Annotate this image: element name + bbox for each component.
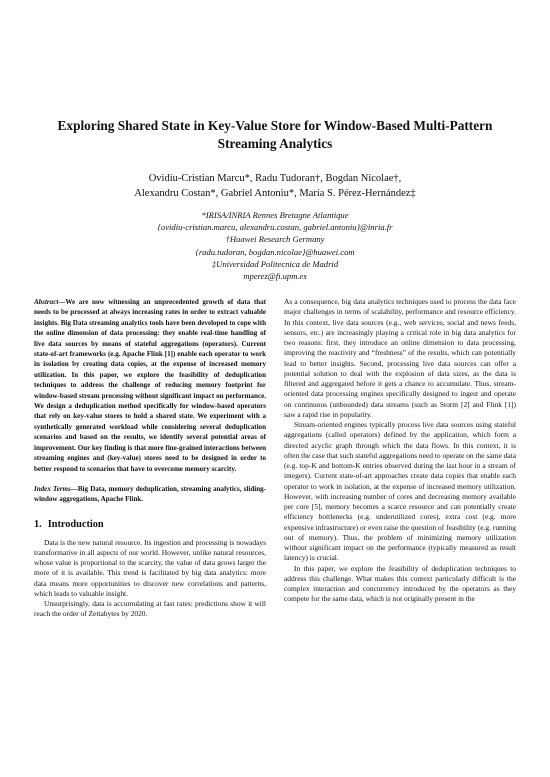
authors-line-2: Alexandru Costan*, Gabriel Antoniu*, María S. Pérez-Hernández‡ bbox=[134, 188, 416, 199]
right-paragraph-2: Stream-oriented engines typically process live data sources using stateful aggregations (called operators) defined by the application, which form a directed acyclic graph through which the data flows. In this context, it is often the case that such stateful aggregations need to operate on the same data (e.g. top-K and bottom-K entries observed during the last hour in a stream of integers). Current state-of-art approaches create data copies that enable each operator to work in isolation, at the expense of increased memory utilization. However, with increasing number of cores and decreasing memory available per core [5], memory becomes a scarce resource and can potentially create efficiency bottlenecks (e.g. underutilized cores), extra cost (e.g. more expensive infrastructure) or even raise the question of feasibility (e.g. running out of memory). Thus, the problem of minimizing memory utilization without significant impact on the performance (typically measured as result latency) is crucial. bbox=[284, 420, 516, 563]
paper-title: Exploring Shared State in Key-Value Store for Window-Based Multi-Pattern Streaming Analytics bbox=[57, 118, 493, 151]
email-inria: {ovidiu-cristian.marcu, alexandru.costan, gabriel.antoniu}@inria.fr bbox=[157, 222, 393, 233]
section-number: 1. bbox=[34, 518, 42, 530]
author-list bbox=[40, 171, 510, 201]
authors-line-1: Ovidiu-Cristian Marcu*, Radu Tudoran†, Bogdan Nicolae†, bbox=[148, 173, 402, 184]
abstract bbox=[34, 297, 266, 474]
right-paragraph-1: As a consequence, big data analytics techniques used to process the data face major challenges in terms of scalability, performance and resource efficiency. In this context, live data sources (e.g., web services, social and news feeds, sensors, etc.) are increasingly playing a critical role in big data analytics for two reasons: first, they introduce an online dimension to data processing, improving the reactivity and “freshness” of the results, which can potentially lead to better insights. Second, processing live data sources can offer a potential solution to deal with the explosion of data sizes, as the data is filtered and aggregated before it gets a chance to accumulate. Thus, stream-oriented data processing engines specifically designed to ingest and operate on continuous (unbounded) data streams (such as Storm [2] and Flink [1]) saw a rapid rise in popularity. bbox=[284, 297, 516, 419]
affiliation-huawei: †Huawei Research Germany bbox=[225, 234, 325, 245]
left-column bbox=[34, 297, 266, 620]
index-terms bbox=[34, 484, 266, 505]
index-terms-label: Index Terms bbox=[34, 484, 71, 493]
abstract-label: Abstract bbox=[34, 298, 59, 306]
email-huawei: {radu.tudoran, bogdan.nicolae}@huawei.com bbox=[195, 246, 355, 257]
email-upm: mperez@fi.upm.es bbox=[243, 271, 307, 282]
affiliation-upm: ‡Universidad Politecnica de Madrid bbox=[211, 258, 339, 269]
right-column bbox=[284, 297, 516, 605]
index-terms-text: —Big Data, memory deduplication, streaming analytics, sliding-window aggregations, Apache Flink. bbox=[34, 484, 266, 504]
right-paragraph-3: In this paper, we explore the feasibility of deduplication techniques to address this challenge. What makes this context particularly difficult is the complex interaction and concurrency introduced by the operators as they compete for the same data, which is not originally present in the bbox=[284, 563, 516, 604]
affiliation-inria: *IRISA/INRIA Rennes Bretagne Atlantique bbox=[201, 210, 349, 220]
section-heading-introduction bbox=[34, 519, 266, 531]
intro-paragraph-1: Data is the new natural resource. Its ingestion and processing is nowadays transformative in all aspects of our world. However, unlike natural resources, whose value is proportional to the scarcity, the value of data grows larger the more of it is available. This trend is facilitated by big data analytics: more data means more opportunities to discover new correlations and patterns, which leads to valuable insight. bbox=[34, 537, 266, 598]
section-title: Introduction bbox=[47, 518, 104, 530]
intro-paragraph-2: Unsurprisingly, data is accumulating at fast rates: predictions show it will reach the order of Zettabytes by 2020. bbox=[34, 599, 266, 619]
abstract-text: —We are now witnessing an unprecedented growth of data that needs to be processed at always increasing rates in order to extract valuable insights. Big Data streaming analytics tools have been developed to cope with the online dimension of data processing: they enable real-time handling of live data sources by means of stateful aggregations (operators). Current state-of-art frameworks (e.g. Apache Flink [1]) enable each operator to work in isolation by creating data copies, at the expense of increased memory utilization. In this paper, we explore the feasibility of deduplication techniques to address the challenge of reducing memory footprint for window-based stream processing without significant impact on performance. We design a deduplication method specifically for window-based operators that rely on key-value stores to hold a shared state. We experiment with a synthetically generated workload while considering several deduplication scenarios and based on the results, we identify several potential areas of improvement. Our key finding is that more fine-grained interactions between streaming engines and (key-value) stores need to be designed in order to better respond to scenarios that have to overcome memory scarcity. bbox=[34, 298, 266, 473]
affiliations bbox=[40, 209, 510, 282]
